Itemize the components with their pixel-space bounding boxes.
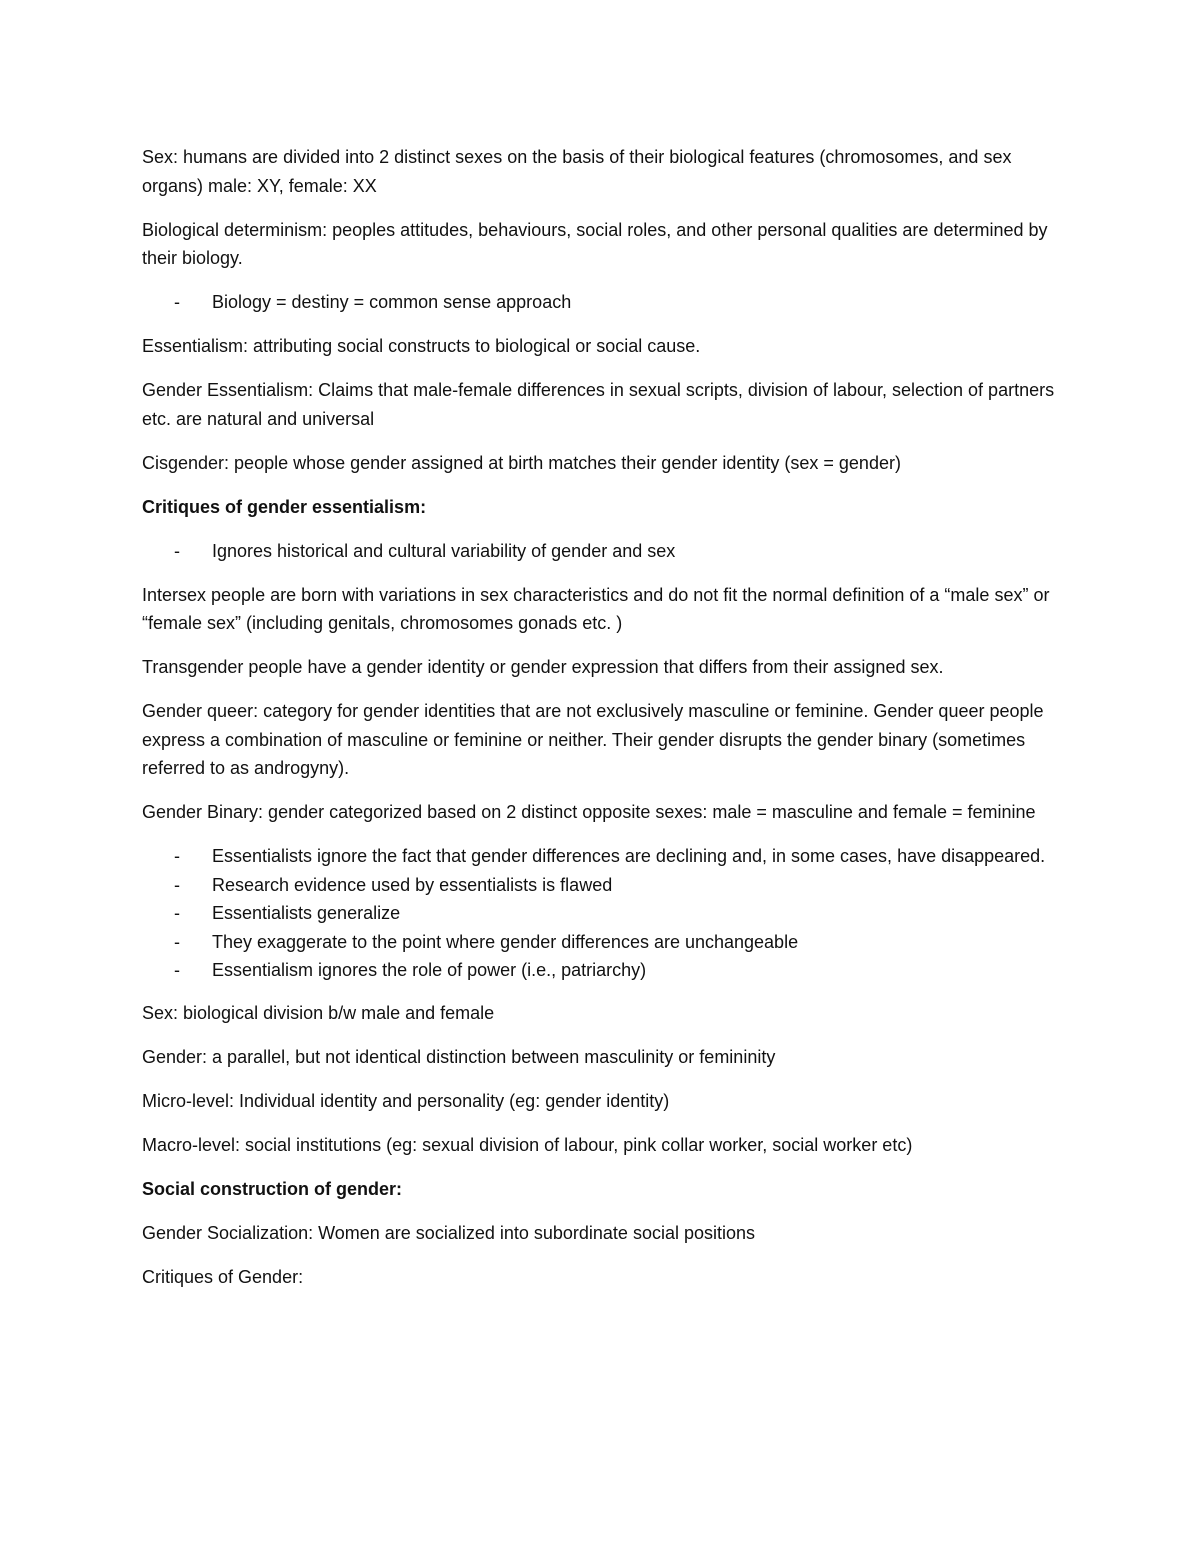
list-item-text: Research evidence used by essentialists is flawed — [212, 874, 613, 895]
heading-critiques-essentialism: Critiques of gender essentialism: — [142, 496, 427, 517]
paragraph-gender-socialization: Gender Socialization: Women are socialized into subordinate social positions — [142, 1222, 756, 1243]
list-item-text: Essentialists generalize — [212, 903, 401, 923]
paragraph-gender-queer: Gender queer: category for gender identities that are not exclusively masculine or feminine. Gender queer people express a combination of masculine or feminine or neither. Their gender disrupts the gender binary (sometimes referred to as androgyny). — [142, 701, 1044, 778]
heading-social-construction: Social construction of gender: — [142, 1178, 403, 1199]
list-critiques-2 — [142, 842, 1067, 985]
paragraph-intersex: Intersex people are born with variations in sex characteristics and do not fit the normal definition of a “male sex” or “female sex” (including genitals, chromosomes gonads etc. ) — [142, 584, 1050, 633]
dash-bullet-icon: - — [174, 903, 180, 923]
dash-bullet-icon: - — [174, 540, 180, 561]
paragraph-cisgender: Cisgender: people whose gender assigned at birth matches their gender identity (sex = gender) — [142, 452, 901, 473]
list-item-text: Biology = destiny = common sense approach — [212, 292, 572, 312]
paragraph-micro-level: Micro-level: Individual identity and personality (eg: gender identity) — [142, 1090, 670, 1111]
list-critiques-1 — [142, 537, 1067, 566]
paragraph-transgender: Transgender people have a gender identity or gender expression that differs from their assigned sex. — [142, 657, 944, 677]
dash-bullet-icon: - — [174, 292, 180, 312]
list-item — [142, 956, 1067, 985]
paragraph-sex-definition: Sex: humans are divided into 2 distinct sexes on the basis of their biological features (chromosomes, and sex organs) male: XY, female: XX — [142, 147, 1012, 196]
document-page — [142, 143, 1067, 1307]
list-item — [142, 899, 1067, 928]
list-item — [142, 537, 1067, 566]
paragraph-gender-binary: Gender Binary: gender categorized based on 2 distinct opposite sexes: male = masculine and female = feminine — [142, 802, 1036, 822]
dash-bullet-icon: - — [174, 931, 180, 952]
paragraph-critiques-gender: Critiques of Gender: — [142, 1266, 304, 1287]
list-item — [142, 288, 1067, 317]
paragraph-macro-level: Macro-level: social institutions (eg: sexual division of labour, pink collar worker, social worker etc) — [142, 1134, 913, 1155]
paragraph-gender-essentialism: Gender Essentialism: Claims that male-female differences in sexual scripts, division of labour, selection of partners etc. are natural and universal — [142, 380, 1055, 429]
list-item — [142, 928, 1067, 957]
list-item-text: Essentialists ignore the fact that gender differences are declining and, in some cases, have disappeared. — [212, 846, 1046, 866]
list-item-text: They exaggerate to the point where gender differences are unchangeable — [212, 931, 799, 952]
paragraph-sex-biological: Sex: biological division b/w male and female — [142, 1002, 495, 1023]
paragraph-essentialism: Essentialism: attributing social constructs to biological or social cause. — [142, 336, 701, 356]
list-item — [142, 842, 1067, 871]
list-item-text: Essentialism ignores the role of power (i.e., patriarchy) — [212, 960, 647, 980]
list-determinism — [142, 288, 1067, 317]
list-item — [142, 871, 1067, 900]
paragraph-gender-parallel: Gender: a parallel, but not identical distinction between masculinity or femininity — [142, 1046, 776, 1067]
dash-bullet-icon: - — [174, 960, 180, 980]
dash-bullet-icon: - — [174, 874, 180, 895]
dash-bullet-icon: - — [174, 846, 180, 866]
list-item-text: Ignores historical and cultural variability of gender and sex — [212, 540, 676, 561]
paragraph-biological-determinism: Biological determinism: peoples attitudes, behaviours, social roles, and other personal qualities are determined by their biology. — [142, 219, 1048, 268]
